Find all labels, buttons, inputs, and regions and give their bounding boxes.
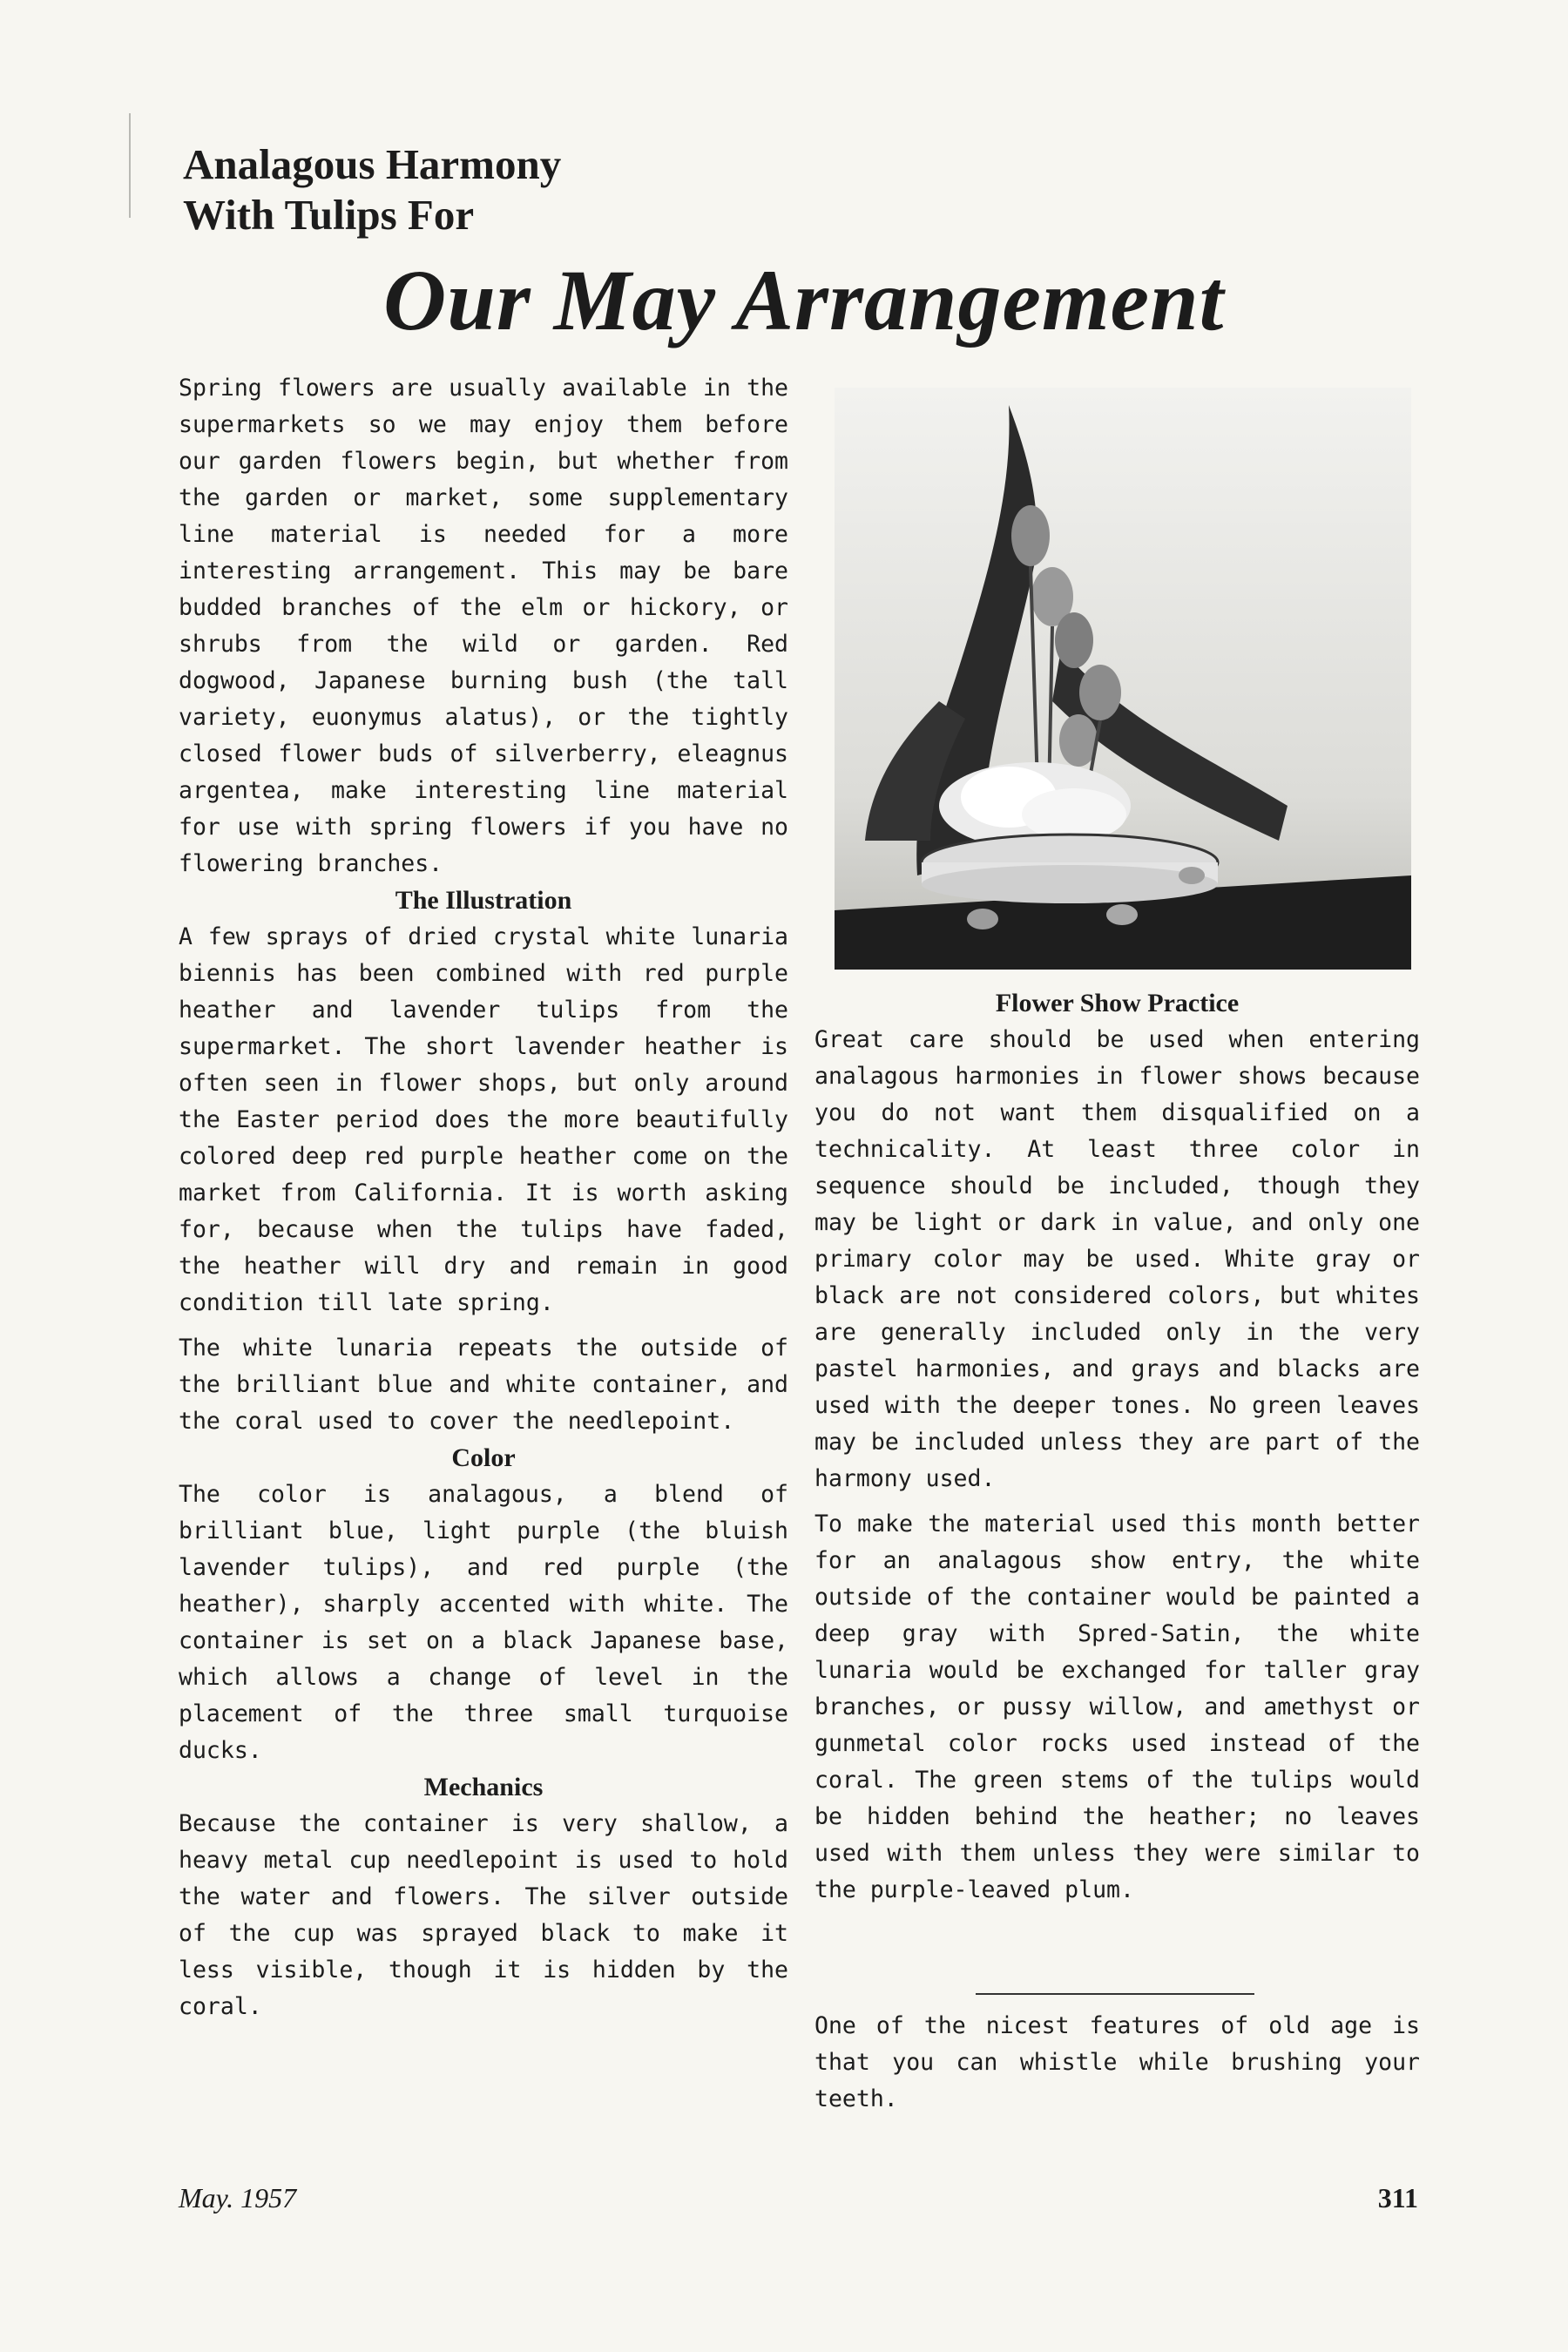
right-column [814, 980, 1420, 1909]
column-divider [976, 1993, 1254, 1995]
kicker-line-1: Analagous Harmony [183, 140, 562, 188]
article-kicker [183, 139, 967, 240]
mechanics-heading: Mechanics [423, 1773, 544, 1801]
color-heading: Color [451, 1443, 516, 1472]
left-column [179, 370, 788, 2025]
kicker-line-2: With Tulips For [183, 191, 475, 239]
color-paragraph: The color is analagous, a blend of brilliant blue, light purple (the bluish lavender tulips), and red purple (the heather), sharply accented with white. The container is set on a black Japanese base, which allows a change of level in the placement of the three small turquoise ducks. [179, 1481, 788, 1764]
illustration-paragraph-2: The white lunaria repeats the outside of the brilliant blue and white container, and the coral used to cover the needlepoint. [179, 1335, 788, 1435]
issue-date: May. 1957 [179, 2182, 297, 2213]
mechanics-paragraph: Because the container is very shallow, a heavy metal cup needlepoint is used to hold the water and flowers. The silver outside of the cup was sprayed black to make it less visible, though it is hidden by the coral. [179, 1810, 788, 2020]
margin-rule [129, 113, 131, 218]
illustration-paragraph-1: A few sprays of dried crystal white lunaria biennis has been combined with red purple heather and lavender tulips from the supermarket. The short lavender heather is often seen in flower shops, but only around the Easter period does the more beautifully colored deep red purple heather come on the market from California. It is worth asking for, because when the tulips have faded, the heather will dry and remain in good condition till late spring. [179, 923, 788, 1316]
intro-paragraph: Spring flowers are usually available in the supermarkets so we may enjoy them before our garden flowers begin, but whether from the garden or market, some supplementary line material is needed for a more interesting arrangement. This may be bare budded branches of the elm or hickory, or shrubs from the wild or garden. Red dogwood, Japanese burning bush (the tall variety, euonymus alatus), or the tightly closed flower buds of silverberry, eleagnus argentea, make interesting line material for use with spring flowers if you have no flowering branches. [179, 375, 788, 877]
illustration-heading: The Illustration [395, 886, 572, 915]
page-number: 311 [1377, 2182, 1418, 2213]
flower-show-paragraph-1: Great care should be used when entering analagous harmonies in flower shows because you do not want them disqualified on a technicality. At least three color in sequence should be included, though they may be light or dark in value, and only one primary color may be used. White gray or black are not considered colors, but whites are generally included only in the very pastel harmonies, and grays and blacks are used with the deeper tones. No green leaves may be included unless they are part of the harmony used. [814, 1026, 1420, 1492]
filler-quote: One of the nicest features of old age is that you can whistle while brushing your teeth. [814, 2012, 1420, 2112]
photo-illustration [835, 388, 1411, 970]
flower-show-paragraph-2: To make the material used this month better for an analagous show entry, the white outside of the container would be painted a deep gray with Spred-Satin, the white lunaria would be exchanged for taller gray branches, or pussy willow, and amethyst or gunmetal color rocks used instead of the coral. The green stems of the tulips would be hidden behind the heather; no leaves used with them unless they were similar to the purple-leaved plum. [814, 1511, 1420, 1903]
flower-show-heading: Flower Show Practice [995, 989, 1240, 1017]
article-title: Our May Arrangement [383, 252, 1225, 348]
tulip-arrangement-photo [835, 388, 1411, 970]
